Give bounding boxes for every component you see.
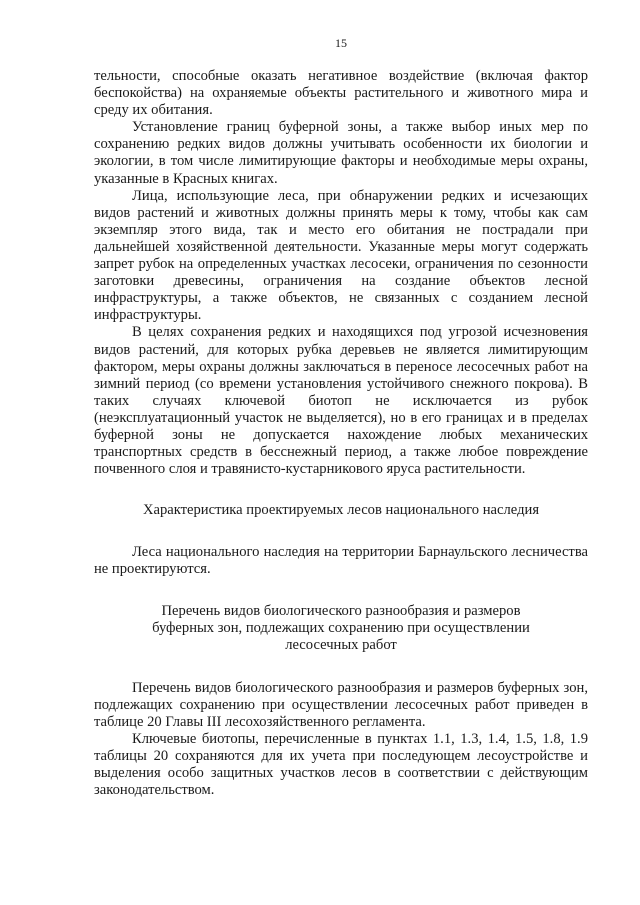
paragraph-biodiversity-list: Перечень видов биологического разнообразия и размеров буферных зон, подлежащих сохранению при осуществлении лесосечных работ приведен в таблице 20 Главы III лесохозяйственного регламента.: [94, 679, 588, 730]
heading-biodiversity: [94, 603, 588, 655]
page-number: 15: [335, 36, 347, 50]
paragraph-buffer-zone: Установление границ буферной зоны, а также выбор иных мер по сохранению редких видов должны учитывать особенности их биологии и экологии, в том числе лимитирующие факторы и необходимые меры охраны, указанные в Красных книгах.: [94, 119, 588, 187]
paragraph-forest-users: Лица, использующие леса, при обнаружении редких и исчезающих видов растений и животных должны принять меры к тому, чтобы как сам экземпляр этого вида, так и место его обитания не пострадали при дальнейшей хозяйственной деятельности. Указанные меры могут содержать запрет рубок на определенных участках лесосеки, ограничения по сезонности заготовки древесины, ограничения на создание объектов лесной инфраструктуры, а также объектов, не связанных с созданием лесной инфраструктуры.: [94, 187, 588, 324]
paragraph-heritage-forests: Леса национального наследия на территории Барнаульского лесничества не проектируются.: [94, 544, 588, 578]
heading-biodiversity-line-2: буферных зон, подлежащих сохранению при осуществлении: [152, 619, 530, 636]
paragraph-winter-logging: В целях сохранения редких и находящихся под угрозой исчезновения видов растений, для которых рубка деревьев не является лимитирующим фактором, меры охраны должны заключаться в переносе лесосечных работ на зимний период (со времени установления устойчивого снежного покрова). В таких случаях ключевой биотоп не исключается из рубок (неэксплуатационный участок не выделяется), но в его границах и в пределах буферной зоны не допускается нахождение любых механических транспортных средств в бесснежный период, а также любое повреждение почвенного слоя и травянисто-кустарникового яруса растительности.: [94, 324, 588, 478]
document-page: [94, 36, 588, 799]
paragraph-continued: тельности, способные оказать негативное воздействие (включая фактор беспокойства) на охраняемые объекты растительного и животного мира и среду их обитания.: [94, 68, 588, 119]
heading-biodiversity-line-3: лесосечных работ: [285, 637, 397, 654]
heading-biodiversity-line-1: Перечень видов биологического разнообразия и размеров: [161, 602, 521, 619]
heading-heritage-forests: Характеристика проектируемых лесов национального наследия: [142, 502, 540, 519]
paragraph-key-biotopes: Ключевые биотопы, перечисленные в пунктах 1.1, 1.3, 1.4, 1.5, 1.8, 1.9 таблицы 20 сохраняются для их учета при последующем лесоустройстве и выделения особо защитных участков лесов в соответствии с действующим законодательством.: [94, 731, 588, 799]
